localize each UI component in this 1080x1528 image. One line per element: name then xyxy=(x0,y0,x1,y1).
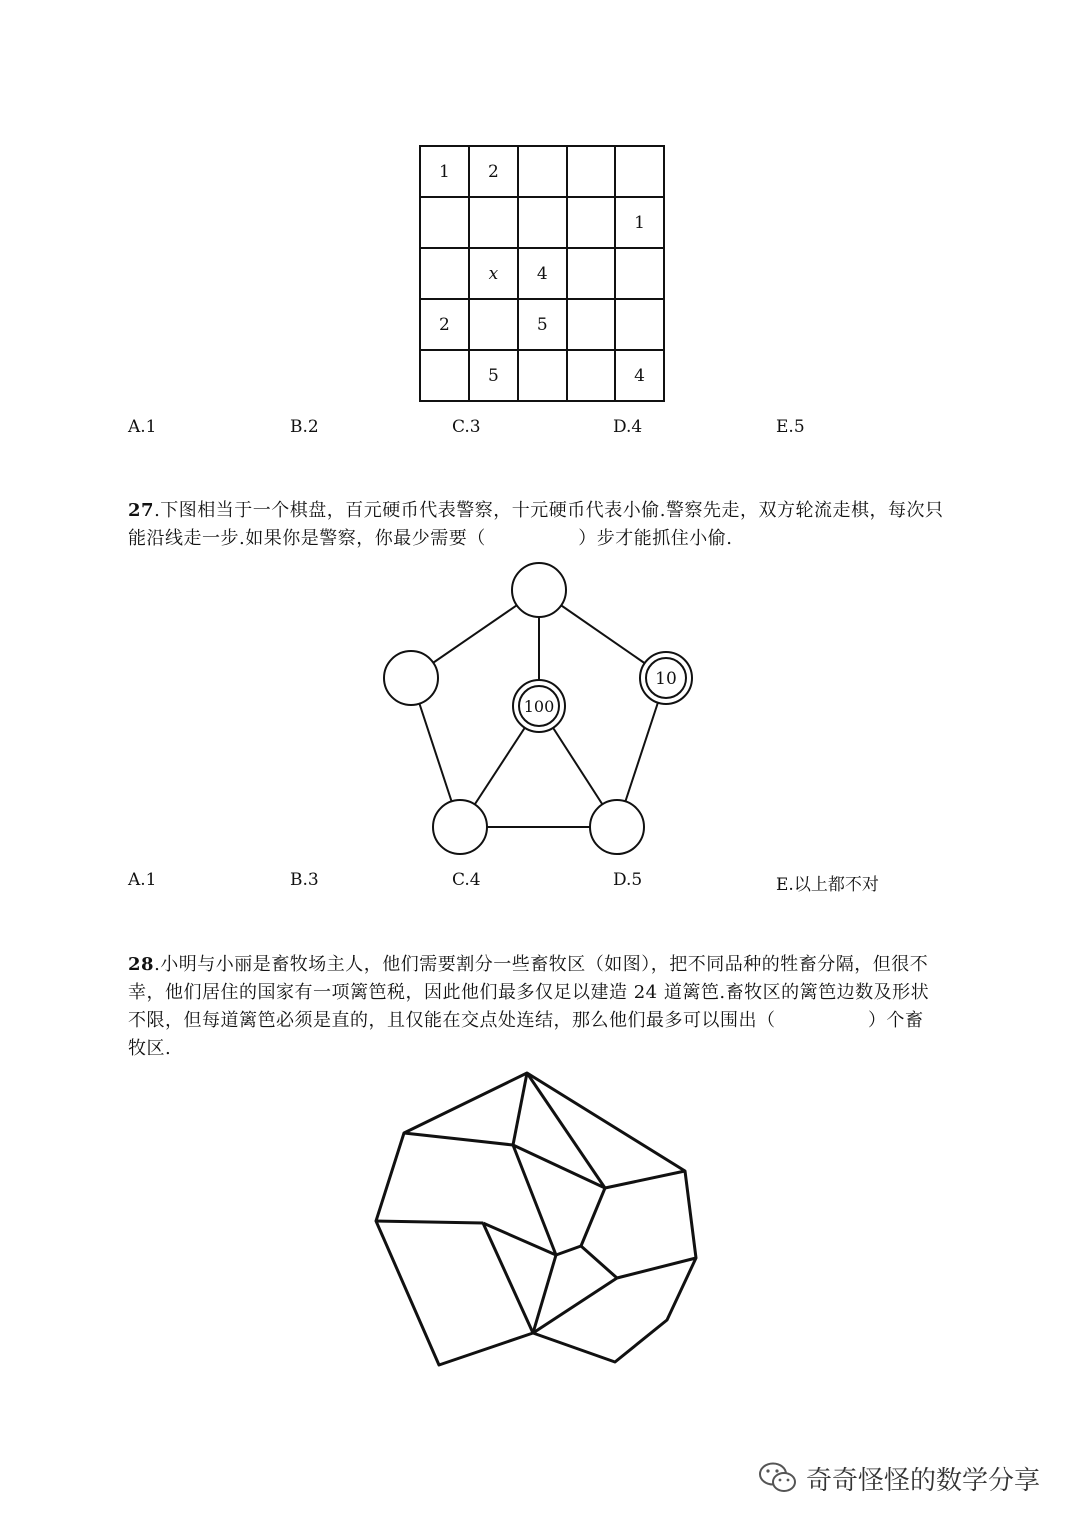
q28-line4: 牧区. xyxy=(128,1038,172,1059)
grid-cell: 1 xyxy=(615,197,664,248)
q27-line1: .下图相当于一个棋盘，百元硬币代表警察，十元硬币代表小偷.警察先走，双方轮流走棋，每次只 xyxy=(154,500,944,521)
q26-option-a[interactable]: A.1 xyxy=(128,417,157,437)
grid-cell: x xyxy=(469,248,518,299)
board-node-left[interactable] xyxy=(384,651,438,705)
q28-text xyxy=(128,951,958,1063)
q26-option-b[interactable]: B.2 xyxy=(290,417,319,437)
q27-option-c[interactable]: C.4 xyxy=(452,870,481,890)
q28-line3: 不限，但每道篱笆必须是直的，且仅能在交点处连结，那么他们最多可以围出（ ）个畜 xyxy=(128,1010,924,1031)
watermark-text: 奇奇怪怪的数学分享 xyxy=(806,1465,1041,1496)
board-node-top[interactable] xyxy=(512,563,566,617)
q26-option-c[interactable]: C.3 xyxy=(452,417,481,437)
grid-cell: 5 xyxy=(518,299,567,350)
police-coin-label: 100 xyxy=(523,697,555,716)
q27-option-e[interactable]: E.以上都不对 xyxy=(776,875,879,895)
q27-option-d[interactable]: D.5 xyxy=(613,870,643,890)
thief-coin-label: 10 xyxy=(655,669,677,689)
grid-cell: 2 xyxy=(469,146,518,197)
q28-line2: 幸，他们居住的国家有一项篱笆税，因此他们最多仅足以建造 24 道篱笆.畜牧区的篱笆边数及形状 xyxy=(128,982,930,1003)
q28-line1: .小明与小丽是畜牧场主人，他们需要割分一些畜牧区（如图），把不同品种的牲畜分隔，但很不 xyxy=(154,954,929,975)
q26-option-e[interactable]: E.5 xyxy=(776,417,805,437)
grid-cell: 4 xyxy=(615,350,664,401)
watermark xyxy=(758,1456,1040,1500)
q27-option-a[interactable]: A.1 xyxy=(128,870,157,890)
q28-pasture-diagram xyxy=(376,1073,696,1365)
grid-cell: 5 xyxy=(469,350,518,401)
q26-option-d[interactable]: D.4 xyxy=(613,417,643,437)
board-node-bottom-left[interactable] xyxy=(433,800,487,854)
grid-cell: 4 xyxy=(518,248,567,299)
grid-cell: 1 xyxy=(420,146,469,197)
grid-cell: 2 xyxy=(420,299,469,350)
q27-option-b[interactable]: B.3 xyxy=(290,870,319,890)
q27-line2: 能沿线走一步.如果你是警察，你最少需要（ ）步才能抓住小偷. xyxy=(128,528,733,549)
q27-number: 27 xyxy=(128,500,155,521)
q28-number: 28 xyxy=(128,954,155,975)
board-node-bottom-right[interactable] xyxy=(590,800,644,854)
wechat-icon xyxy=(758,1460,798,1496)
